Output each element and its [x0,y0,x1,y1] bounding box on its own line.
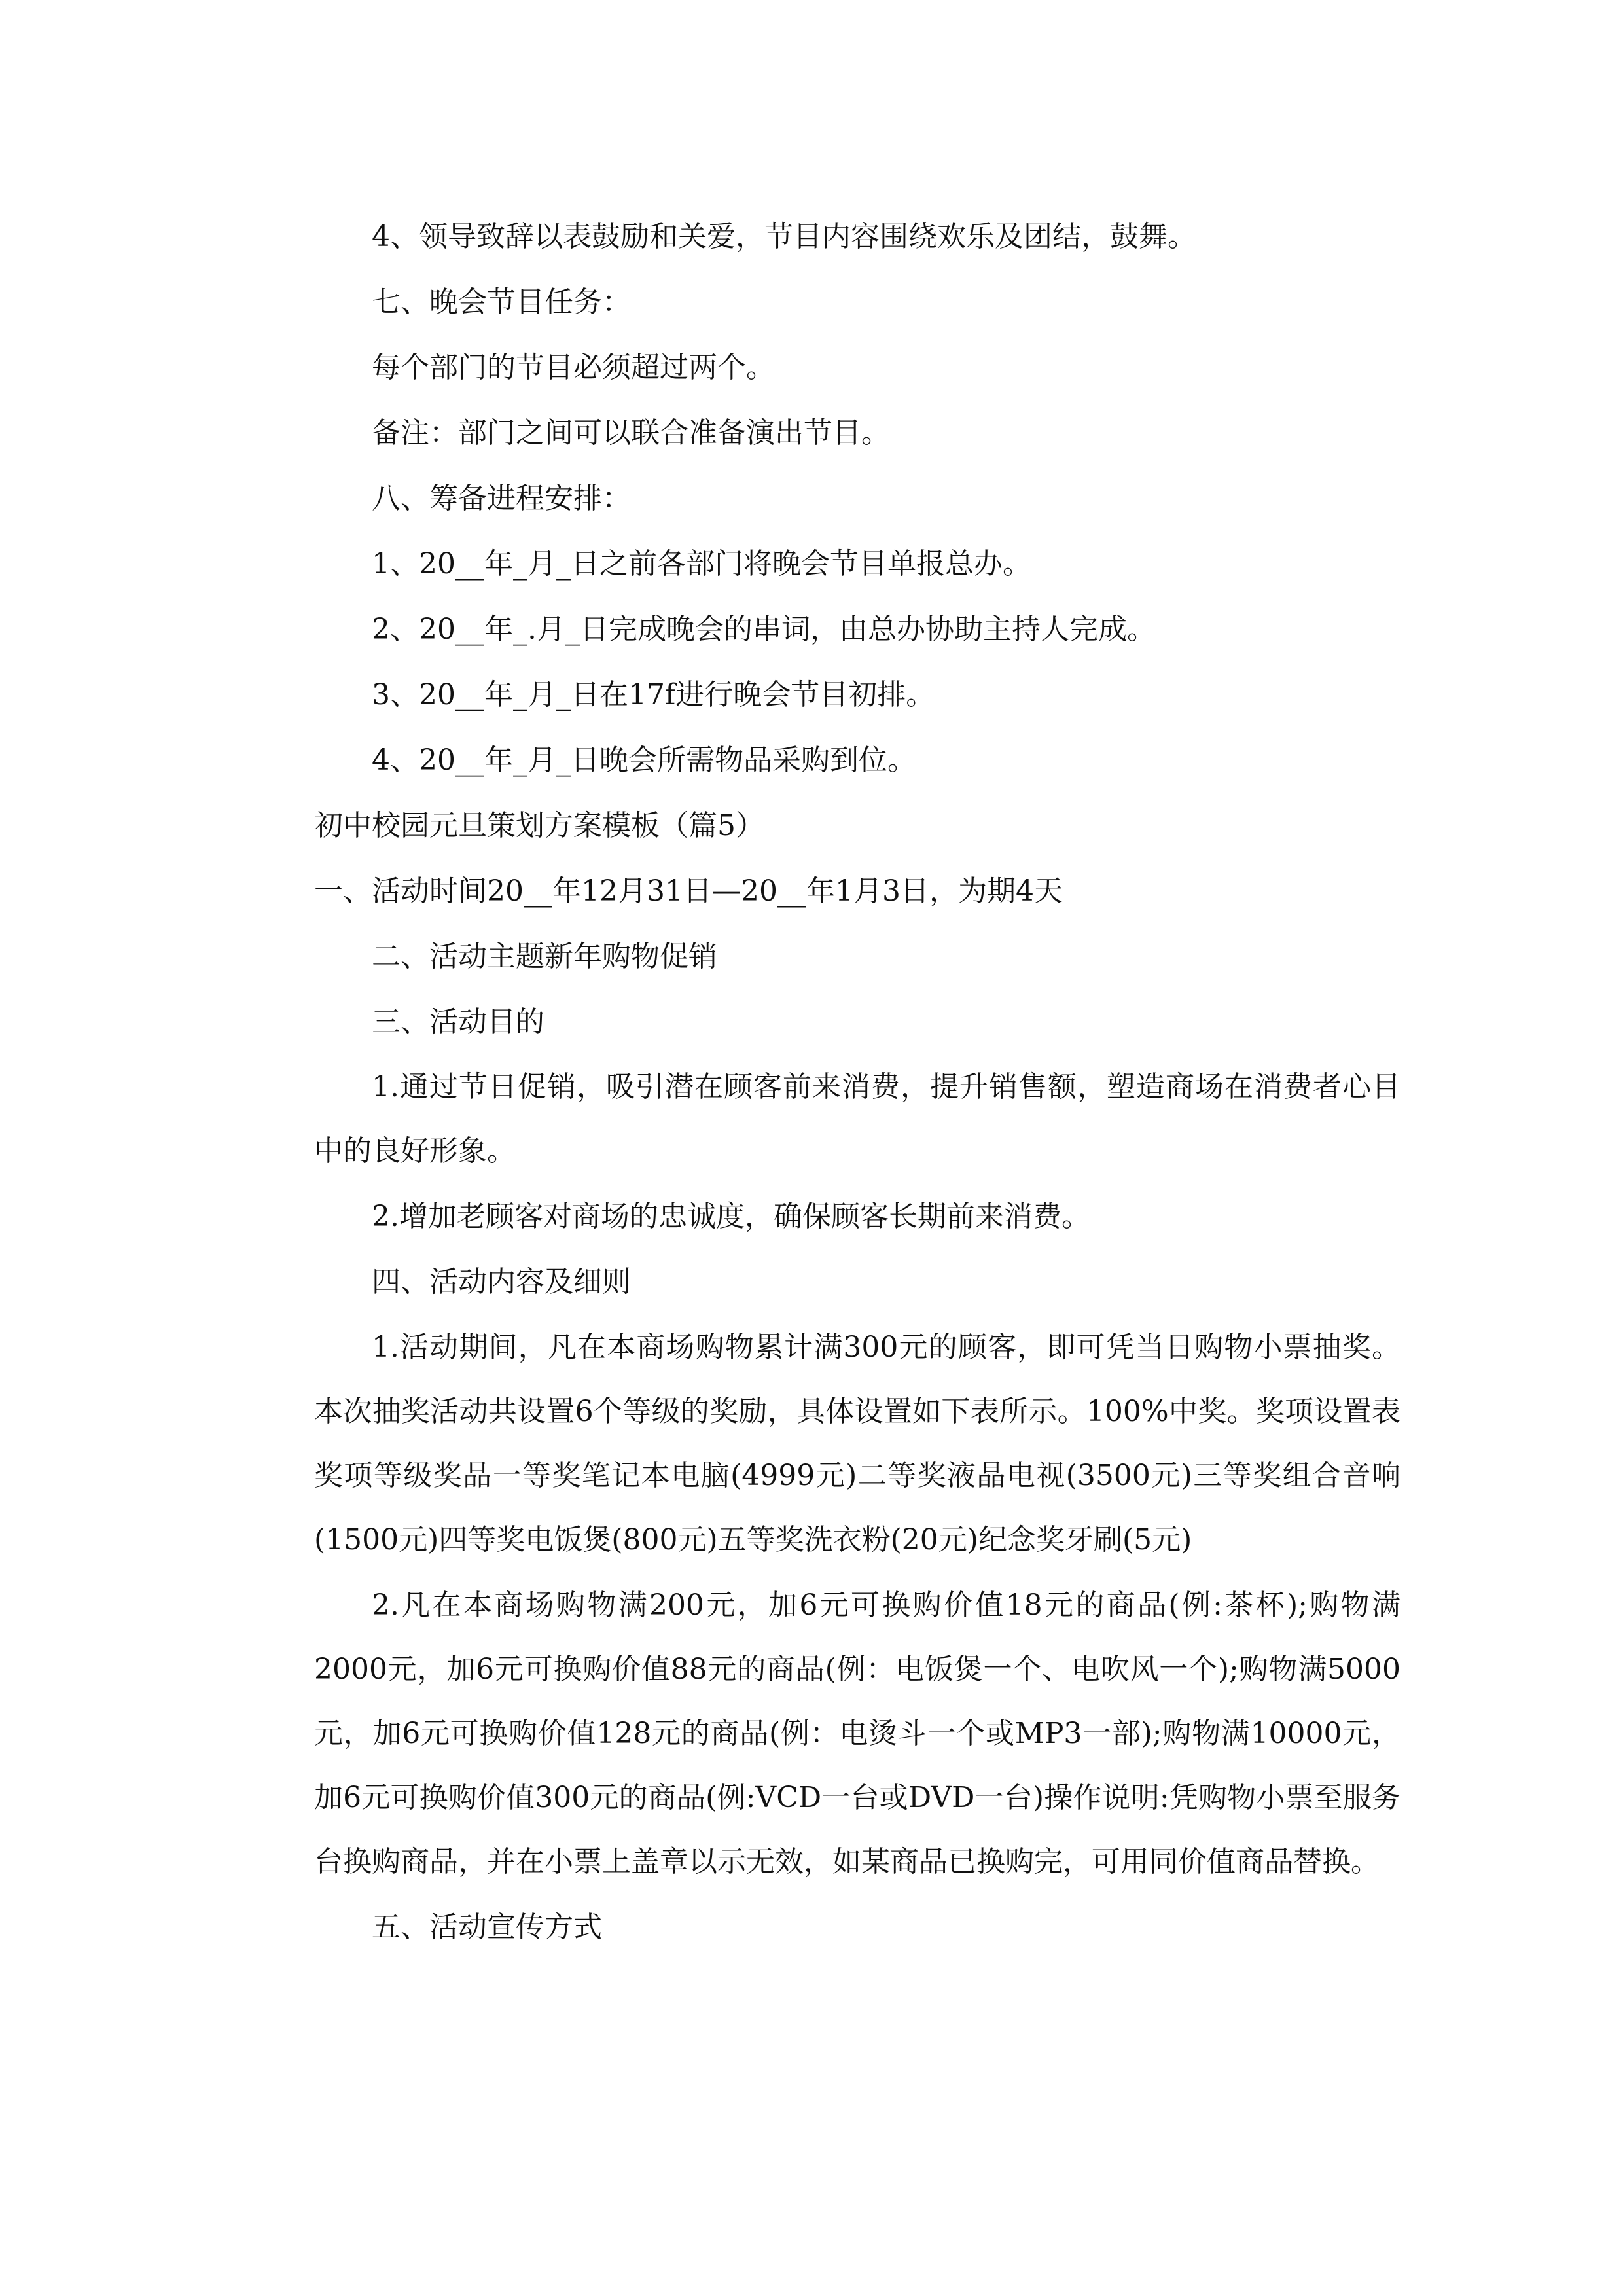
purpose-paragraph-1: 1.通过节日促销，吸引潜在顾客前来消费，提升销售额，塑造商场在消费者心目中的良好形象。 [314,1070,1400,1168]
note-line: 备注：部门之间可以联合准备演出节目。 [372,416,890,450]
heading-activity-purpose: 三、活动目的 [372,1005,544,1039]
purpose-paragraph-2: 2.增加老顾客对商场的忠诚度，确保顾客长期前来消费。 [372,1200,1090,1233]
document-body [314,204,1400,1961]
text-line: 每个部门的节目必须超过两个。 [372,351,775,384]
schedule-item: 3、20__年_月_日在17f进行晚会节目初排。 [372,678,935,711]
schedule-item: 2、20__年_.月_日完成晚会的串词，由总办协助主持人完成。 [372,613,1156,646]
heading-preparation-schedule: 八、筹备进程安排： [372,482,631,515]
activity-time: 一、活动时间20__年12月31日—20__年1月3日，为期4天 [314,874,1063,908]
heading-activity-content: 四、活动内容及细则 [372,1265,631,1299]
section-title: 初中校园元旦策划方案模板（篇5） [314,809,764,842]
heading-promotion-methods: 五、活动宣传方式 [372,1910,602,1944]
exchange-paragraph: 2.凡在本商场购物满200元，加6元可换购价值18元的商品(例:茶杯);购物满2000元，加6元可换购价值88元的商品(例：电饭煲一个、电吹风一个);购物满5000元，加6元可换购价值128元的商品(例：电烫斗一个或MP3一部);购物满10000元，加6元可换购价值300元的商品(例:VCD一台或DVD一台)操作说明:凭购物小票至服务台换购商品，并在小票上盖章以示无效，如某商品已换购完，可用同价值商品替换。 [314,1588,1400,1878]
text-line: 4、领导致辞以表鼓励和关爱，节目内容围绕欢乐及团结，鼓舞。 [372,220,1196,253]
schedule-item: 1、20__年_月_日之前各部门将晚会节目单报总办。 [372,547,1031,581]
lottery-paragraph: 1.活动期间，凡在本商场购物累计满300元的顾客，即可凭当日购物小票抽奖。本次抽奖活动共设置6个等级的奖励，具体设置如下表所示。100%中奖。奖项设置表奖项等级奖品一等奖笔记本电脑(4999元)二等奖液晶电视(3500元)三等奖组合音响(1500元)四等奖电饭煲(800元)五等奖洗衣粉(20元)纪念奖牙刷(5元) [314,1331,1400,1556]
heading-program-tasks: 七、晚会节目任务： [372,285,631,319]
schedule-item: 4、20__年_月_日晚会所需物品采购到位。 [372,744,916,777]
activity-theme: 二、活动主题新年购物促销 [372,940,717,973]
